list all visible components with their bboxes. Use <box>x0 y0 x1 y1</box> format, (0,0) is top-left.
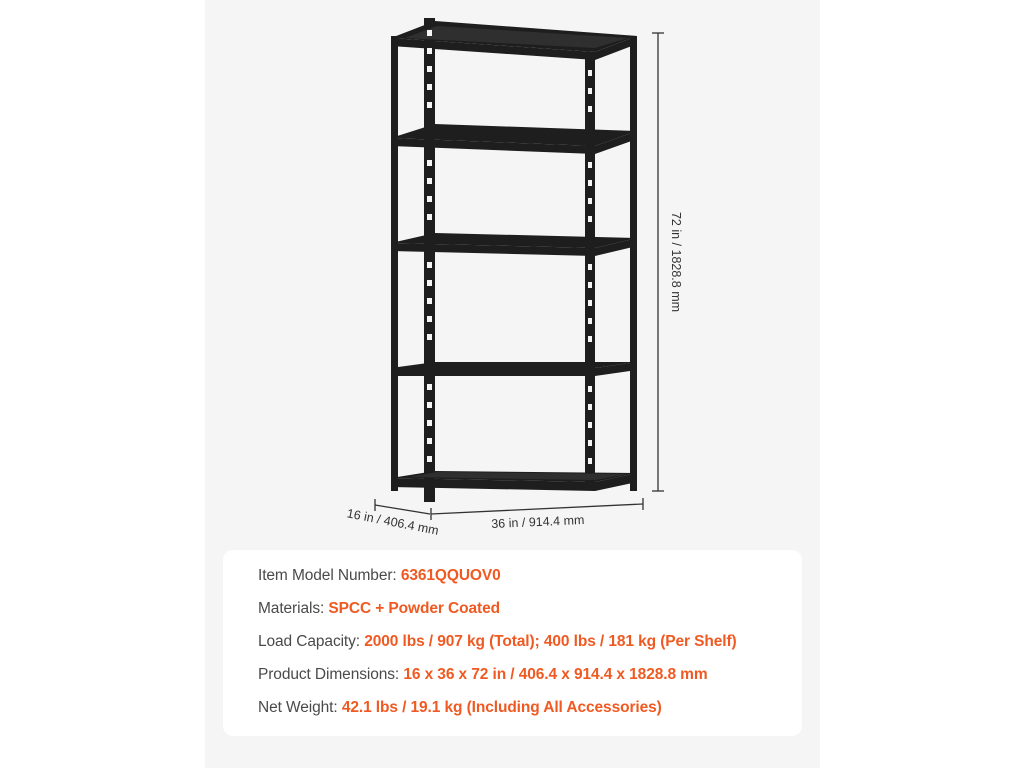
spec-row-load-capacity <box>258 633 737 651</box>
spec-row-model <box>258 567 501 585</box>
spec-label: Net Weight: <box>258 699 338 716</box>
spec-value: SPCC + Powder Coated <box>328 600 500 617</box>
spec-row-dimensions <box>258 666 708 684</box>
front-left-post <box>424 18 435 502</box>
spec-label: Item Model Number: <box>258 567 397 584</box>
spec-value: 42.1 lbs / 19.1 kg (Including All Accessories) <box>341 699 662 716</box>
spec-value: 6361QQUOV0 <box>400 567 501 584</box>
spec-label: Load Capacity: <box>258 633 360 650</box>
spec-value: 16 x 36 x 72 in / 406.4 x 914.4 x 1828.8 mm <box>403 666 708 683</box>
spec-row-net-weight <box>258 699 662 717</box>
back-right-post <box>630 36 637 491</box>
depth-dimension-label: 16 in / 406.4 mm <box>345 506 440 538</box>
width-dimension-label: 36 in / 914.4 mm <box>491 512 585 532</box>
spec-label: Materials: <box>258 600 325 617</box>
shelving-unit-icon <box>391 18 637 502</box>
height-dimension-line <box>652 33 664 491</box>
depth-dimension-line <box>375 499 430 514</box>
spec-label: Product Dimensions: <box>258 666 400 683</box>
height-dimension-label: 72 in / 1828.8 mm <box>669 211 683 313</box>
front-right-post <box>585 58 595 485</box>
spec-row-materials <box>258 600 500 618</box>
spec-value: 2000 lbs / 907 kg (Total); 400 lbs / 181 kg (Per Shelf) <box>364 633 737 650</box>
shelf-4-front-beam <box>391 368 595 376</box>
spec-card <box>223 550 802 736</box>
back-left-post <box>391 36 398 491</box>
